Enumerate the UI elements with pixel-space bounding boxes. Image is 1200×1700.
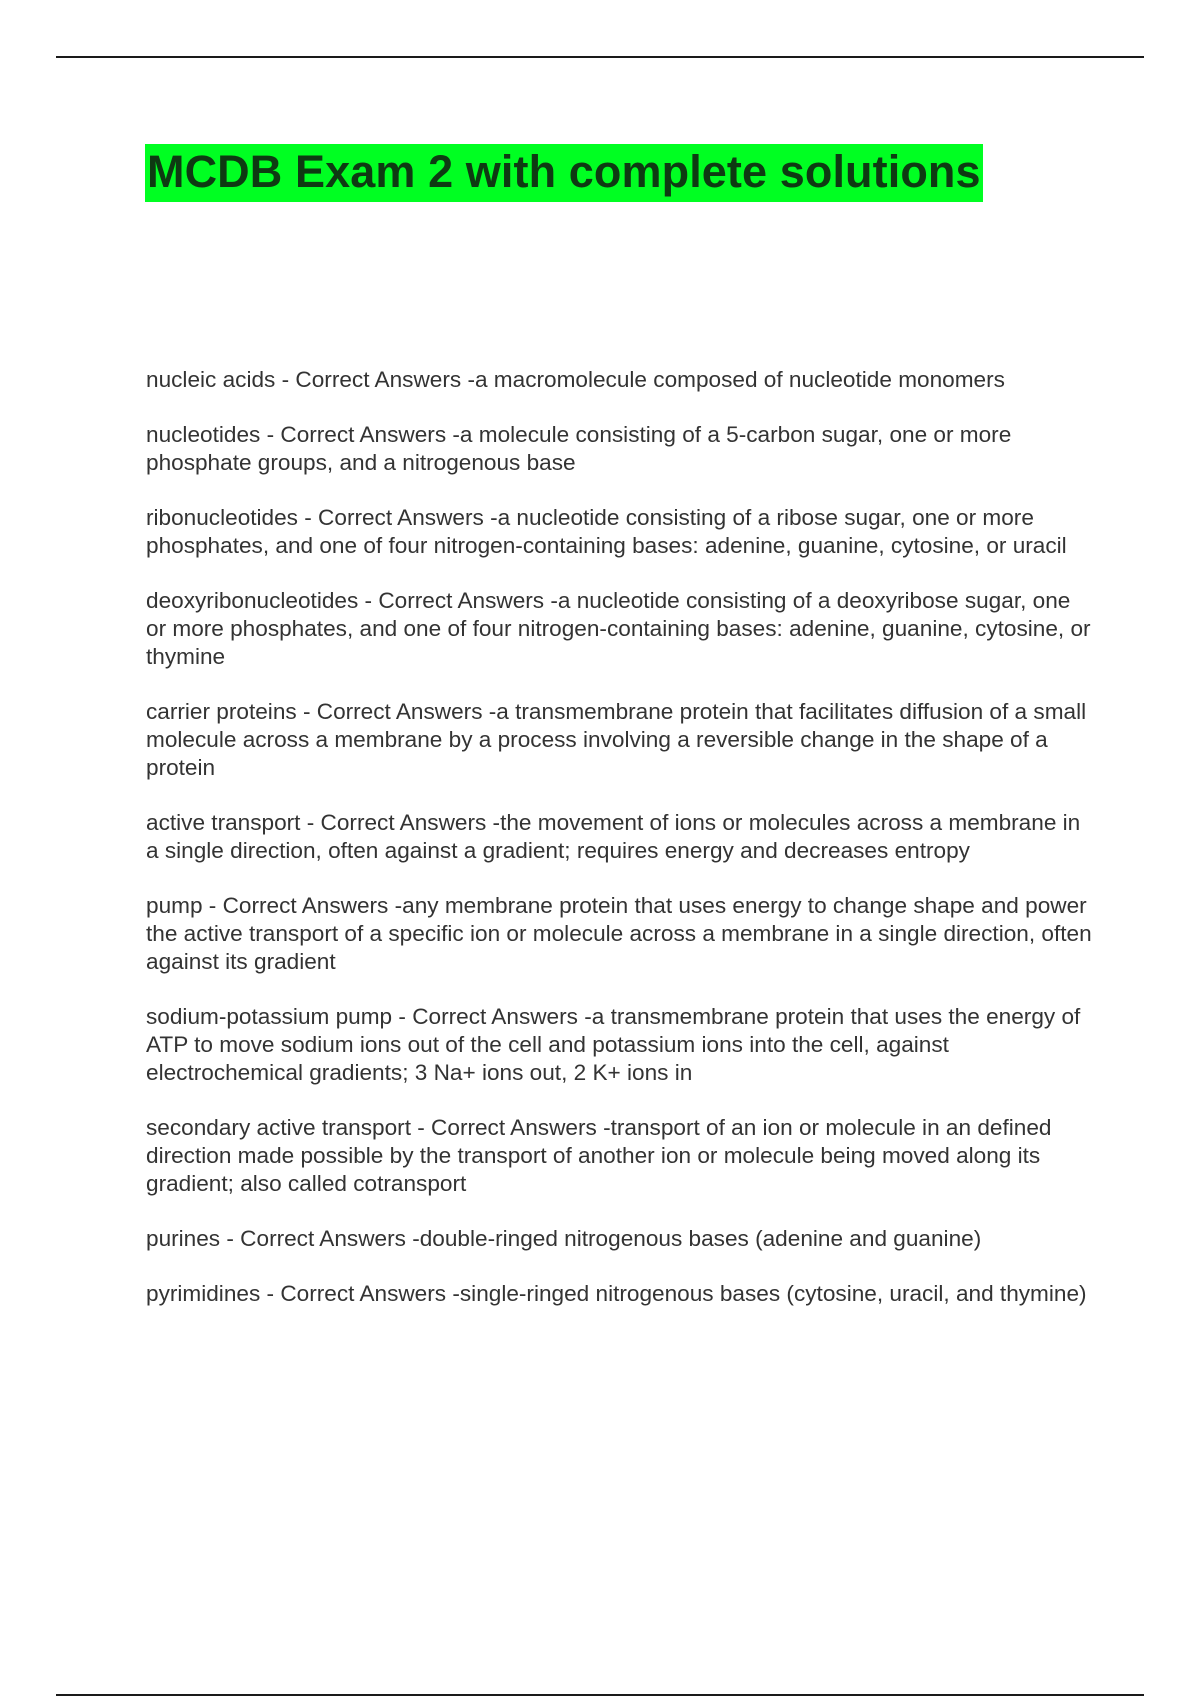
answer-entry-active-transport: active transport - Correct Answers -the movement of ions or molecules across a membrane in a single direction, often against a gradient; requires energy and decreases entropy [146, 810, 1081, 863]
title-block [145, 144, 983, 202]
answer-entry-ribonucleotides: ribonucleotides - Correct Answers -a nucleotide consisting of a ribose sugar, one or more phosphates, and one of four nitrogen-containing bases: adenine, guanine, cytosine, or uracil [146, 505, 1067, 558]
answer-entry-carrier-proteins: carrier proteins - Correct Answers -a transmembrane protein that facilitates diffusion of a small molecule across a membrane by a process involving a reversible change in the shape of a protein [146, 699, 1087, 780]
footer-rule [56, 1694, 1144, 1696]
answer-entry-deoxyribonucleotides: deoxyribonucleotides - Correct Answers -a nucleotide consisting of a deoxyribose sugar, one or more phosphates, and one of four nitrogen-containing bases: adenine, guanine, cytosine, or thymine [146, 588, 1091, 669]
answer-entry-nucleic-acids: nucleic acids - Correct Answers -a macromolecule composed of nucleotide monomers [146, 367, 1005, 392]
answer-entry-nucleotides: nucleotides - Correct Answers -a molecule consisting of a 5-carbon sugar, one or more phosphate groups, and a nitrogenous base [146, 422, 1012, 475]
answer-list [146, 366, 1096, 1335]
answer-entry-pump: pump - Correct Answers -any membrane protein that uses energy to change shape and power the active transport of a specific ion or molecule across a membrane in a single direction, often against its gradient [146, 893, 1092, 974]
answer-entry-pyrimidines: pyrimidines - Correct Answers -single-ringed nitrogenous bases (cytosine, uracil, and thymine) [146, 1281, 1087, 1306]
answer-entry-secondary-active-transport: secondary active transport - Correct Answers -transport of an ion or molecule in an defined direction made possible by the transport of another ion or molecule being moved along its gradient; also called cotransport [146, 1115, 1052, 1196]
answer-entry-sodium-potassium-pump: sodium-potassium pump - Correct Answers -a transmembrane protein that uses the energy of ATP to move sodium ions out of the cell and potassium ions into the cell, against electrochemical gradients; 3 Na+ ions out, 2 K+ ions in [146, 1004, 1081, 1085]
answer-entry-purines: purines - Correct Answers -double-ringed nitrogenous bases (adenine and guanine) [146, 1226, 982, 1251]
page-title: MCDB Exam 2 with complete solutions [145, 144, 983, 202]
header-rule [56, 56, 1144, 58]
